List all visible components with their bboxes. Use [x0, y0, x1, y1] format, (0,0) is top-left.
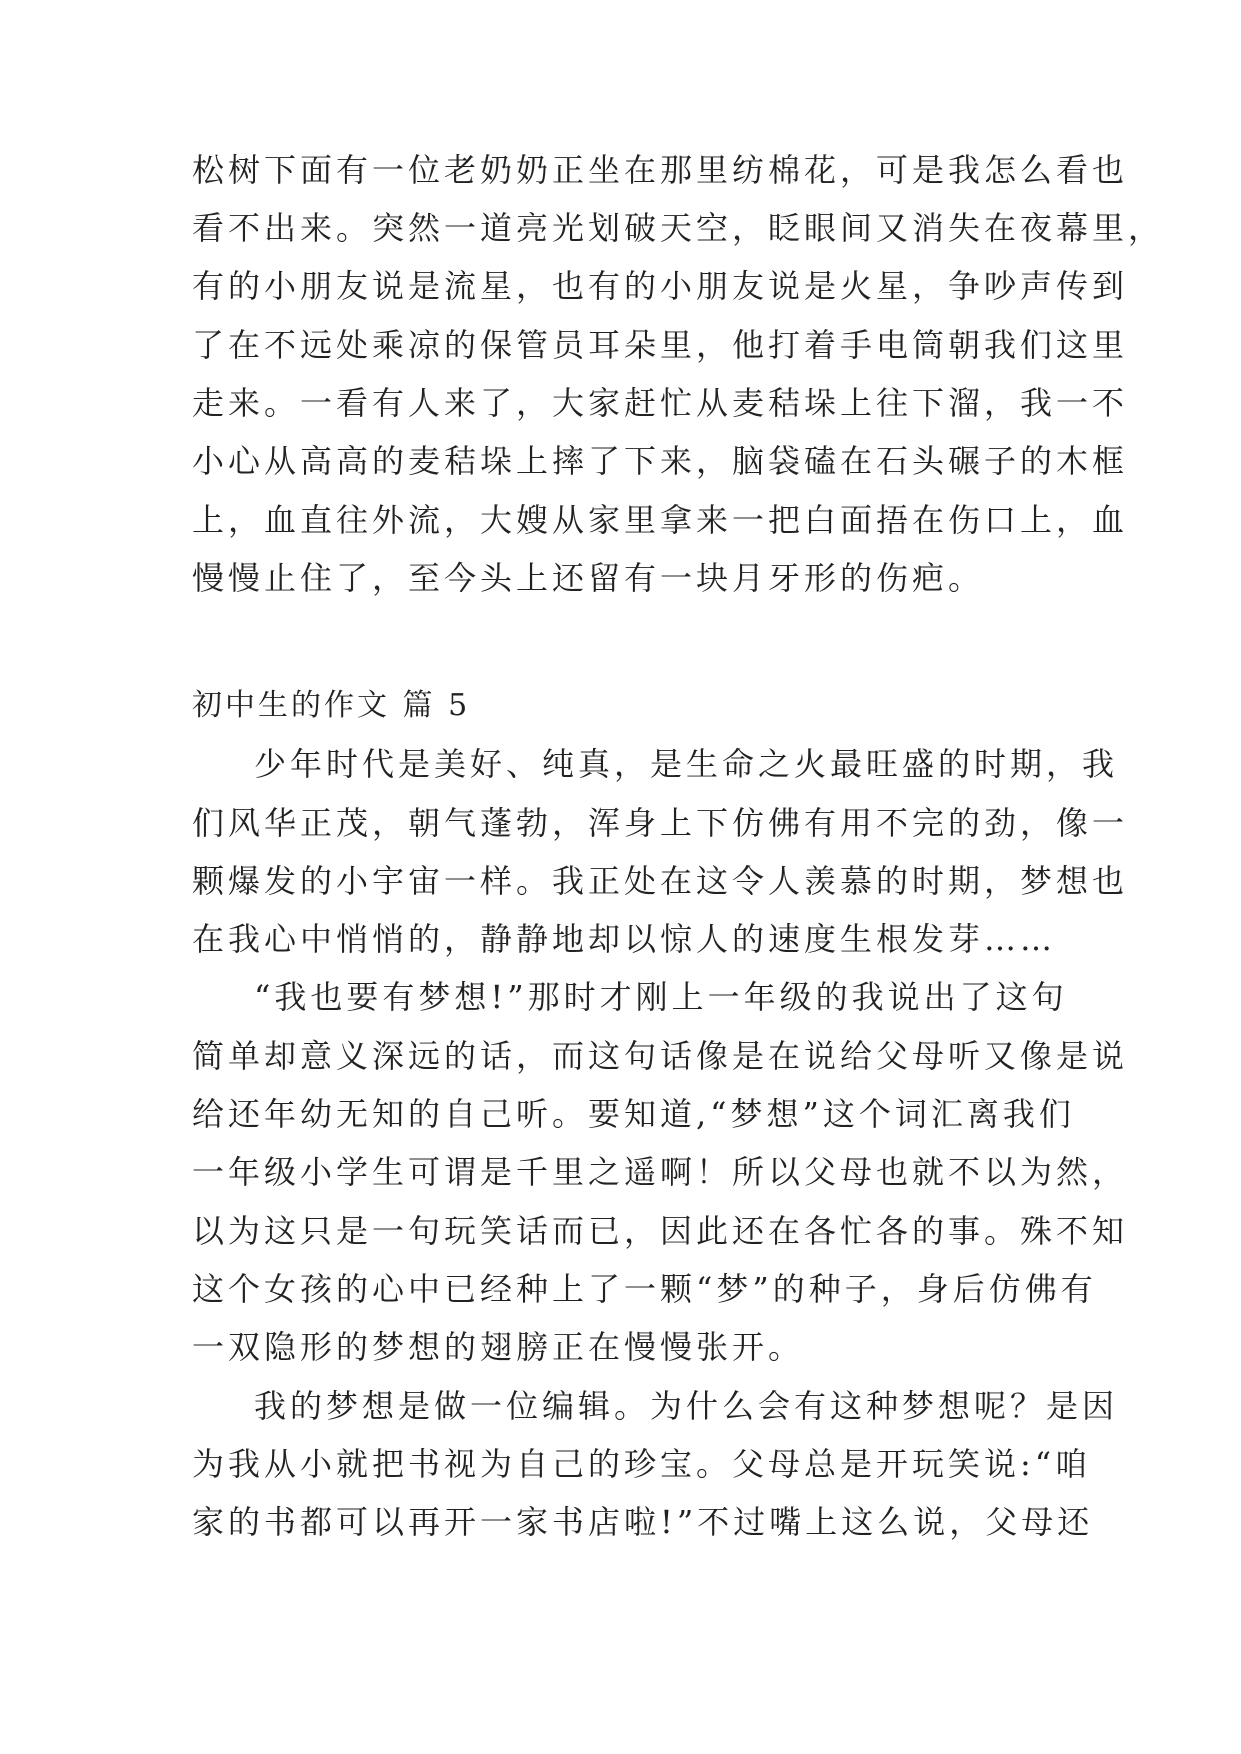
body-line: 给还年幼无知的自己听。要知道,“梦想”这个词汇离我们	[192, 1095, 1075, 1133]
body-line: 看不出来。突然一道亮光划破天空，眨眼间又消失在夜幕里，	[192, 209, 1165, 247]
body-line: 有的小朋友说是流星，也有的小朋友说是火星，争吵声传到	[192, 267, 1129, 305]
body-line: 少年时代是美好、纯真，是生命之火最旺盛的时期，我	[254, 745, 1119, 783]
body-line: 松树下面有一位老奶奶正坐在那里纺棉花，可是我怎么看也	[192, 151, 1129, 189]
body-line: 们风华正茂，朝气蓬勃，浑身上下仿佛有用不完的劲，像一	[192, 804, 1129, 842]
body-line: 走来。一看有人来了，大家赶忙从麦秸垛上往下溜，我一不	[192, 384, 1129, 422]
body-line: 颗爆发的小宇宙一样。我正处在这令人羡慕的时期，梦想也	[192, 862, 1129, 900]
body-line: 简单却意义深远的话，而这句话像是在说给父母听又像是说	[192, 1037, 1129, 1075]
body-line: 我的梦想是做一位编辑。为什么会有这种梦想呢？是因	[254, 1387, 1119, 1425]
body-line: 为我从小就把书视为自己的珍宝。父母总是开玩笑说:“咱	[192, 1445, 1092, 1483]
body-line: 一年级小学生可谓是千里之遥啊！所以父母也就不以为然，	[192, 1153, 1129, 1191]
section-heading: 初中生的作文 篇 5	[192, 688, 471, 723]
body-line: 以为这只是一句玩笑话而已，因此还在各忙各的事。殊不知	[192, 1212, 1129, 1250]
body-line: 小心从高高的麦秸垛上摔了下来，脑袋磕在石头碾子的木框	[192, 442, 1129, 480]
body-line: 在我心中悄悄的，静静地却以惊人的速度生根发芽……	[192, 920, 1057, 958]
body-line: 家的书都可以再开一家书店啦!”不过嘴上这么说，父母还	[192, 1503, 1094, 1541]
body-line: 慢慢止住了，至今头上还留有一块月牙形的伤疤。	[192, 559, 985, 597]
body-line: 上，血直往外流，大嫂从家里拿来一把白面捂在伤口上，血	[192, 501, 1129, 539]
body-line: 一双隐形的梦想的翅膀正在慢慢张开。	[192, 1328, 805, 1366]
body-line: 了在不远处乘凉的保管员耳朵里，他打着手电筒朝我们这里	[192, 326, 1129, 364]
body-line: 这个女孩的心中已经种上了一颗“梦”的种子，身后仿佛有	[192, 1270, 1097, 1308]
body-line: “我也要有梦想!”那时才刚上一年级的我说出了这句	[254, 978, 1068, 1016]
